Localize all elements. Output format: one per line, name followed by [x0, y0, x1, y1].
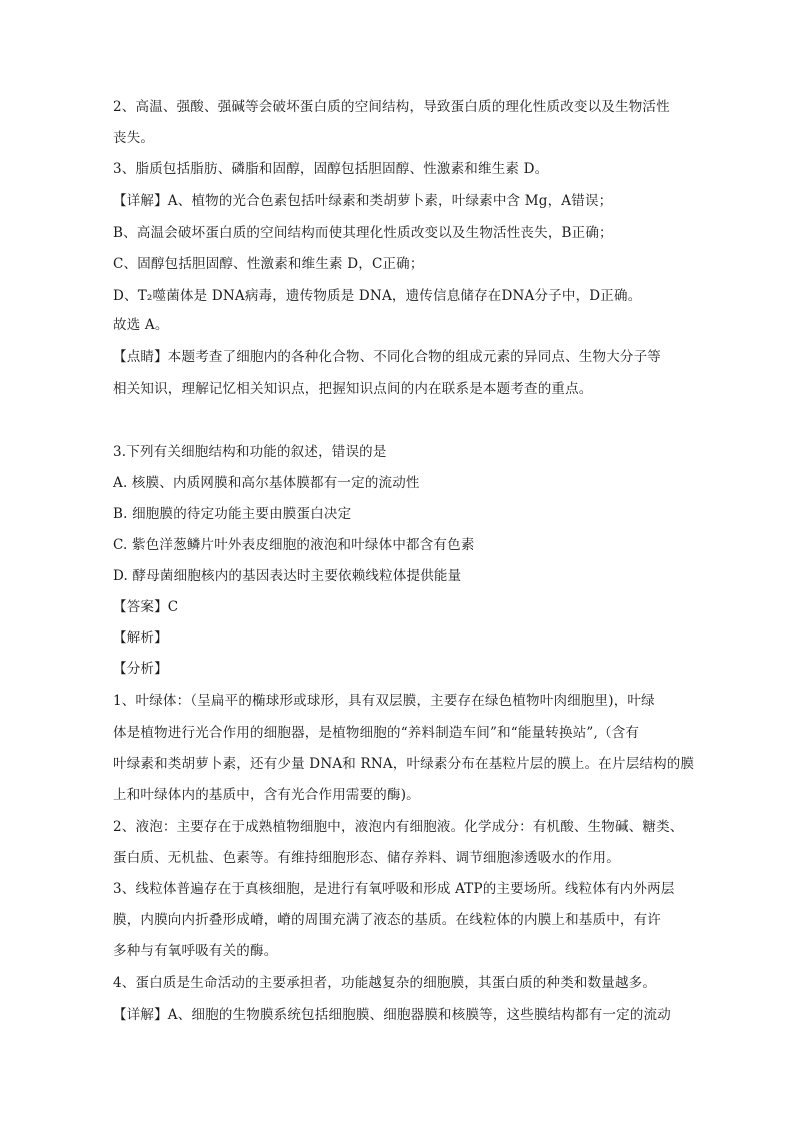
text-line: 相关知识，理解记忆相关知识点，把握知识点间的内在联系是本题考查的重点。	[113, 381, 593, 397]
text-line: 【解析】	[113, 630, 168, 646]
text-line: B、高温会破坏蛋白质的空间结构而使其理化性质改变以及生物活性丧失，B正确；	[113, 225, 613, 241]
text-line: 蛋白质、无机盐、色素等。有维持细胞形态、储存养料、调节细胞渗透吸水的作用。	[113, 850, 620, 866]
text-line: 多种与有氧呼吸有关的酶。	[113, 943, 278, 959]
text-line: 4、蛋白质是生命活动的主要承担者，功能越复杂的细胞膜，其蛋白质的种类和数量越多。	[113, 975, 657, 991]
text-line: 2、高温、强酸、强碱等会破坏蛋白质的空间结构，导致蛋白质的理化性质改变以及生物活性	[113, 99, 670, 115]
text-line: 体是植物进行光合作用的细胞器，是植物细胞的“养料制造车间”和“能量转换站”,（含有	[113, 725, 640, 741]
text-line: C. 紫色洋葱鳞片叶外表皮细胞的液泡和叶绿体中都含有色素	[113, 537, 475, 553]
text-line: 故选 A。	[113, 317, 169, 333]
text-line: 【答案】C	[113, 599, 179, 615]
text-line: D、T₂噬菌体是 DNA病毒，遗传物质是 DNA，遗传信息储存在DNA分子中，D正确。	[113, 288, 642, 304]
text-line: 1、叶绿体：（呈扁平的椭球形或球形，具有双层膜，主要存在绿色植物叶肉细胞里)，叶绿	[113, 693, 655, 709]
text-line: 3、脂质包括脂肪、磷脂和固醇，固醇包括胆固醇、性激素和维生素 D。	[113, 161, 549, 177]
text-line: A. 核膜、内质网膜和高尔基体膜都有一定的流动性	[113, 475, 420, 491]
text-line: 2、液泡：主要存在于成熟植物细胞中，液泡内有细胞液。化学成分：有机酸、生物碱、糖类、	[113, 819, 684, 835]
text-line: 3.下列有关细胞结构和功能的叙述，错误的是	[113, 444, 387, 460]
text-line: 上和叶绿体内的基质中，含有光合作用需要的酶)。	[113, 787, 420, 803]
text-line: 【详解】A、植物的光合色素包括叶绿素和类胡萝卜素，叶绿素中含 Mg，A错误；	[113, 193, 613, 209]
text-line: 丧失。	[113, 130, 155, 146]
text-line: 【点睛】本题考查了细胞内的各种化合物、不同化合物的组成元素的异同点、生物大分子等	[113, 349, 661, 365]
text-line: 膜，内膜向内折叠形成嵴，嵴的周围充满了液态的基质。在线粒体的内膜上和基质中，有许	[113, 912, 661, 928]
text-line: C、固醇包括胆固醇、性激素和维生素 D，C正确；	[113, 256, 424, 272]
text-line: D. 酵母菌细胞核内的基因表达时主要依赖线粒体提供能量	[113, 568, 462, 584]
text-line: 3、线粒体普遍存在于真核细胞，是进行有氧呼吸和形成 ATP的主要场所。线粒体有内外两层	[113, 881, 675, 897]
text-line: 叶绿素和类胡萝卜素，还有少量 DNA和 RNA，叶绿素分布在基粒片层的膜上。在片层结构的膜	[113, 756, 695, 772]
text-line: B. 细胞膜的待定功能主要由膜蛋白决定	[113, 506, 352, 522]
text-line: 【详解】A、细胞的生物膜系统包括细胞膜、细胞器膜和核膜等，这些膜结构都有一定的流动	[113, 1007, 671, 1023]
text-line: 【分析】	[113, 661, 168, 677]
